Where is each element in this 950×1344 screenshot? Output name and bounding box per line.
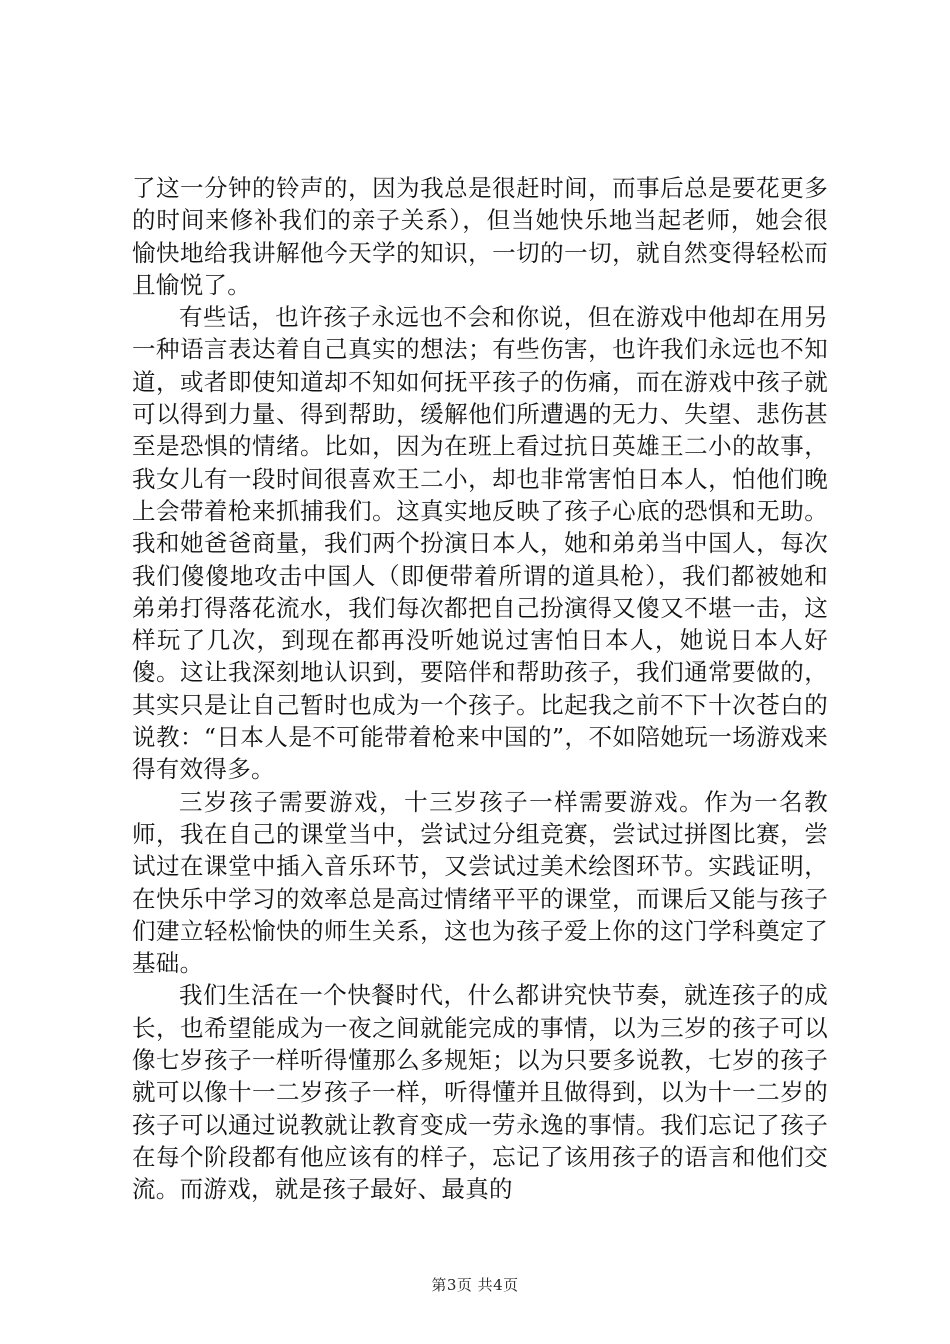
paragraph-3: 三岁孩子需要游戏，十三岁孩子一样需要游戏。作为一名教师，我在自己的课堂当中，尝试过分组竞赛，尝试过拼图比赛，尝试过在课堂中插入音乐环节，又尝试过美术绘图环节。实践证明，在快乐中学习的效率总是高过情绪平平的课堂，而课后又能与孩子们建立轻松愉快的师生关系，这也为孩子爱上你的这门学科奠定了基础。 xyxy=(132,787,828,978)
document-body xyxy=(132,172,828,1206)
paragraph-4: 我们生活在一个快餐时代，什么都讲究快节奏，就连孩子的成长，也希望能成为一夜之间就能完成的事情，以为三岁的孩子可以像七岁孩子一样听得懂那么多规矩；以为只要多说教，七岁的孩子就可以像十一二岁孩子一样，听得懂并且做得到，以为十一二岁的孩子可以通过说教就让教育变成一劳永逸的事情。我们忘记了孩子在每个阶段都有他应该有的样子，忘记了该用孩子的语言和他们交流。而游戏，就是孩子最好、最真的 xyxy=(132,981,828,1204)
paragraph-2: 有些话，也许孩子永远也不会和你说，但在游戏中他却在用另一种语言表达着自己真实的想法；有些伤害，也许我们永远也不知道，或者即使知道却不知如何抚平孩子的伤痛，而在游戏中孩子就可以得到力量、得到帮助，缓解他们所遭遇的无力、失望、悲伤甚至是恐惧的情绪。比如，因为在班上看过抗日英雄王二小的故事，我女儿有一段时间很喜欢王二小，却也非常害怕日本人，怕他们晚上会带着枪来抓捕我们。这真实地反映了孩子心底的恐惧和无助。我和她爸爸商量，我们两个扮演日本人，她和弟弟当中国人，每次我们傻傻地攻击中国人（即便带着所谓的道具枪），我们都被她和弟弟打得落花流水，我们每次都把自己扮演得又傻又不堪一击，这样玩了几次，到现在都再没听她说过害怕日本人，她说日本人好傻。这让我深刻地认识到，要陪伴和帮助孩子，我们通常要做的，其实只是让自己暂时也成为一个孩子。比起我之前不下十次苍白的说教：“日本人是不可能带着枪来中国的”，不如陪她玩一场游戏来得有效得多。 xyxy=(132,303,828,784)
page-footer: 第3页 共4页 xyxy=(431,1276,519,1294)
paragraph-1: 了这一分钟的铃声的，因为我总是很赶时间，而事后总是要花更多的时间来修补我们的亲子关系），但当她快乐地当起老师，她会很愉快地给我讲解他今天学的知识，一切的一切，就自然变得轻松而且愉悦了。 xyxy=(132,174,828,299)
